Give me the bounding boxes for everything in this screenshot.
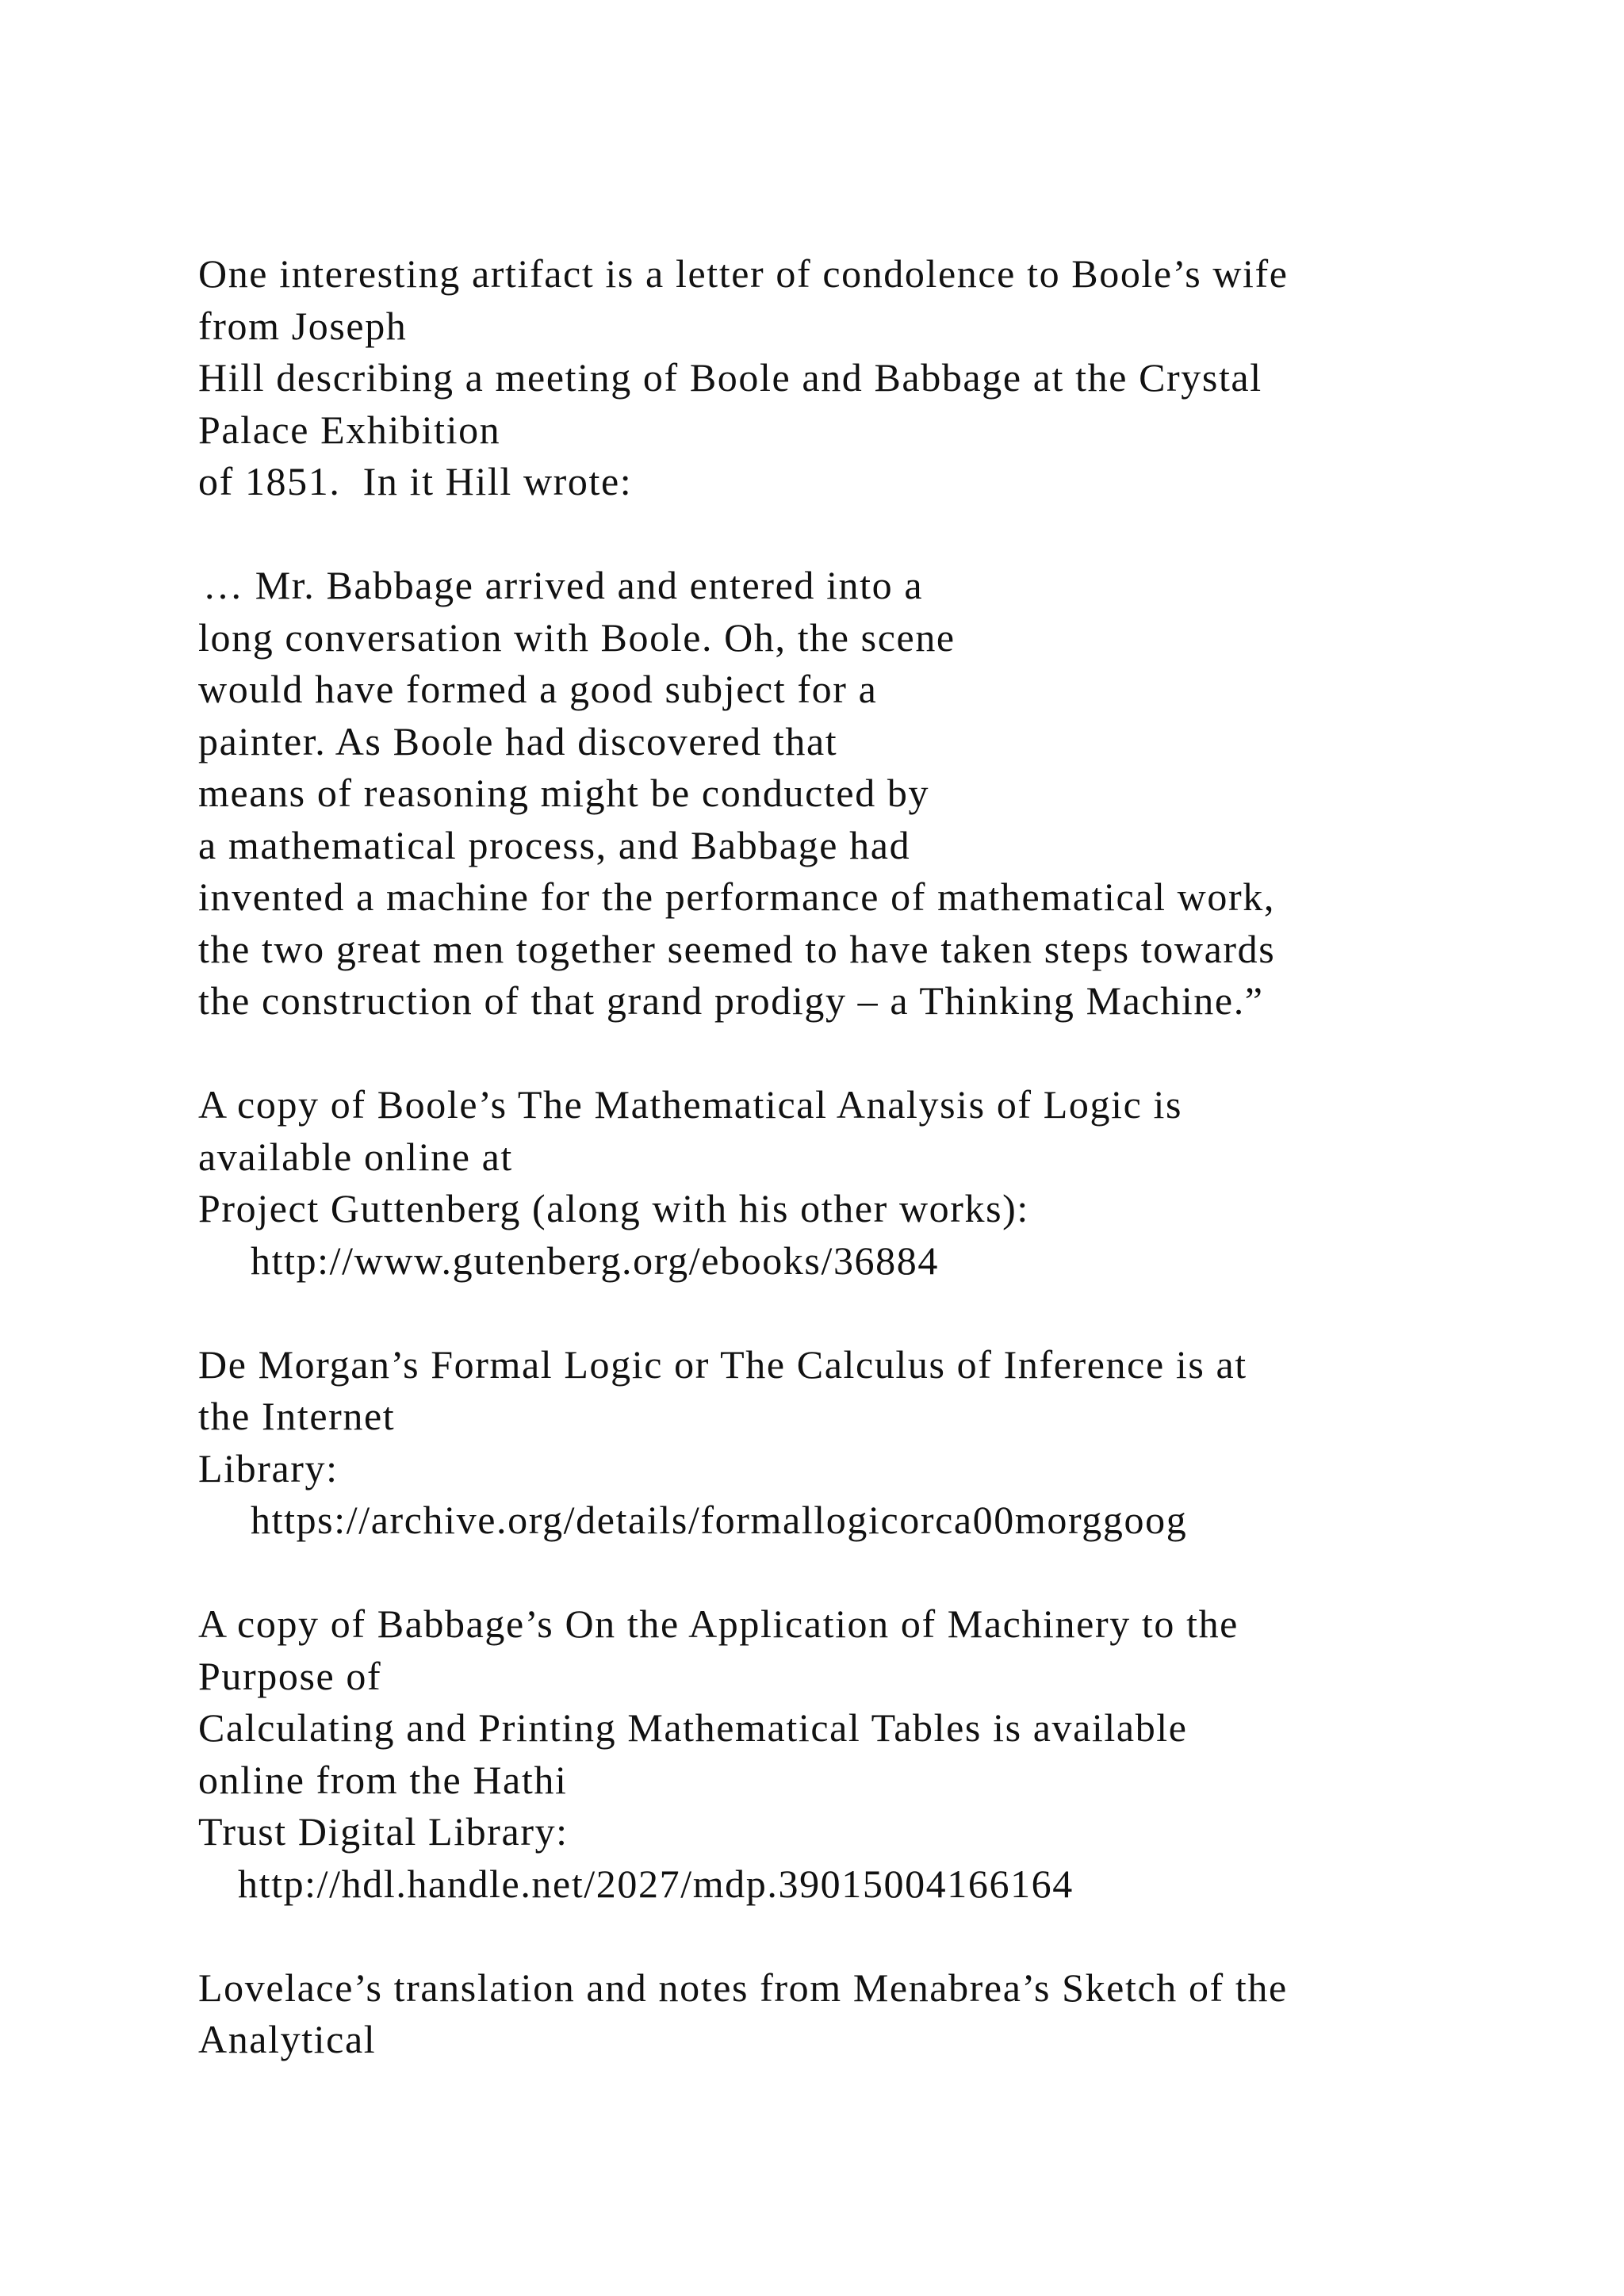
quote-line: the construction of that grand prodigy – a Thinking Machine.” xyxy=(198,978,1264,1023)
text-line: Analytical xyxy=(198,2017,377,2061)
paragraph-babbage-reference xyxy=(198,1598,1546,1910)
quote-line: means of reasoning might be conducted by xyxy=(198,771,930,815)
text-line: Project Guttenberg (along with his other works): xyxy=(198,1186,1029,1230)
text-line: De Morgan’s Formal Logic or The Calculus of Inference is at xyxy=(198,1341,1247,1387)
quote-line: invented a machine for the performance of mathematical work, xyxy=(198,874,1275,919)
paragraph-spacer xyxy=(198,1547,1546,1599)
quote-line: long conversation with Boole. Oh, the scene xyxy=(198,614,956,660)
hathitrust-url-link[interactable]: http://hdl.handle.net/2027/mdp.39015004166164 xyxy=(238,1861,1074,1906)
text-line: Palace Exhibition xyxy=(198,407,501,452)
paragraph-spacer xyxy=(198,1027,1546,1080)
text-line: Lovelace’s translation and notes from Menabrea’s Sketch of the xyxy=(198,1965,1288,2010)
text-line: the Internet xyxy=(198,1394,396,1438)
quote-line: would have formed a good subject for a xyxy=(198,667,878,711)
paragraph-de-morgan-reference xyxy=(198,1339,1546,1547)
text-line: A copy of Boole’s The Mathematical Analysis of Logic is xyxy=(198,1082,1183,1127)
text-line: Hill describing a meeting of Boole and Babbage at the Crystal xyxy=(198,355,1262,400)
paragraph-boole-reference xyxy=(198,1079,1546,1287)
paragraph-spacer xyxy=(198,508,1546,561)
paragraph-spacer xyxy=(198,1287,1546,1339)
paragraph-lovelace-reference xyxy=(198,1962,1546,2066)
quote-line: painter. As Boole had discovered that xyxy=(198,718,838,763)
gutenberg-url-link[interactable]: http://www.gutenberg.org/ebooks/36884 xyxy=(251,1238,939,1283)
quote-line: the two great men together seemed to have taken steps towards xyxy=(198,926,1276,971)
text-line: One interesting artifact is a letter of condolence to Boole’s wife xyxy=(198,251,1289,296)
text-line: Calculating and Printing Mathematical Tables is available xyxy=(198,1705,1188,1750)
paragraph-spacer xyxy=(198,1910,1546,1962)
document-body xyxy=(198,248,1546,2066)
text-line: from Joseph xyxy=(198,303,408,348)
text-line: of 1851. In it Hill wrote: xyxy=(198,459,633,503)
archive-url-link[interactable]: https://archive.org/details/formallogicorca00morggoog xyxy=(251,1498,1188,1542)
text-line: Library: xyxy=(198,1445,339,1490)
block-quote-hill xyxy=(198,560,1546,1027)
text-line: available online at xyxy=(198,1134,513,1179)
text-line: A copy of Babbage’s On the Application of Machinery to the xyxy=(198,1601,1239,1646)
quote-line: a mathematical process, and Babbage had xyxy=(198,822,911,867)
quote-line: … Mr. Babbage arrived and entered into a xyxy=(203,563,924,607)
text-line: Purpose of xyxy=(198,1653,382,1698)
text-line: Trust Digital Library: xyxy=(198,1809,569,1854)
paragraph-condolence-letter xyxy=(198,248,1546,508)
text-line: online from the Hathi xyxy=(198,1757,568,1802)
